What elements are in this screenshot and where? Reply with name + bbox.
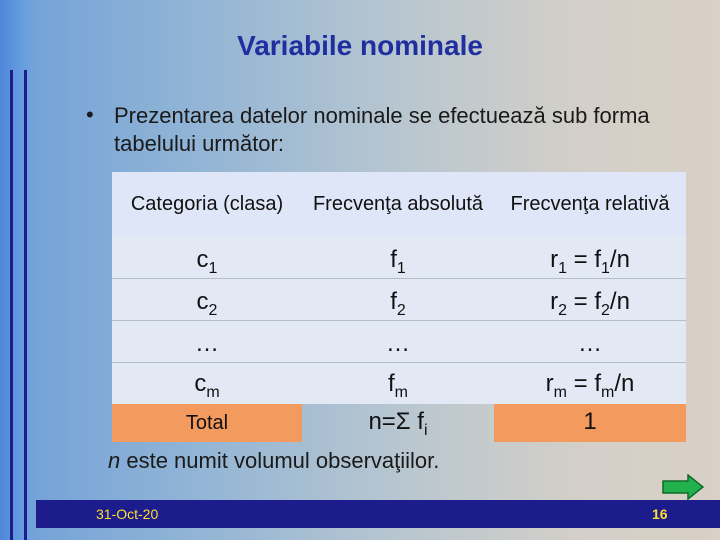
total-relative: 1 xyxy=(583,408,597,435)
right-arrow-icon[interactable] xyxy=(662,474,704,500)
total-row xyxy=(112,404,686,442)
volume-note: n este numit volumul observaţiilor. xyxy=(108,448,440,473)
left-decor-bar xyxy=(0,0,36,540)
total-absolute: n=Σ $f_i$ xyxy=(368,408,428,439)
bullet-marker: • xyxy=(86,102,94,127)
table-cell-relative: $r_2 = f_2/n$ xyxy=(550,288,630,319)
table-cell-relative: $r_1 = f_1/n$ xyxy=(550,246,630,277)
header-category: Categoria (clasa) xyxy=(112,172,302,236)
row-divider xyxy=(112,320,686,321)
table-cell-category: $c_m$ xyxy=(194,370,220,401)
table-cell-relative: $r_m = f_m/n$ xyxy=(545,370,635,401)
header-absolute-frequency: Frecvenţa absolută xyxy=(302,172,494,236)
bullet-text: Prezentarea datelor nominale se efectuează sub forma tabelului următor: xyxy=(114,103,650,156)
table-cell-category: … xyxy=(195,330,219,357)
table-cell-absolute: $f_m$ xyxy=(388,370,408,401)
left-decor-line xyxy=(10,70,13,540)
table-cell-relative: … xyxy=(578,330,602,357)
row-divider xyxy=(112,362,686,363)
table-cell-absolute: $f_1$ xyxy=(390,246,406,277)
table-cell-absolute: $f_2$ xyxy=(390,288,406,319)
page-number: 16 xyxy=(652,506,668,522)
table-cell-category: $c_2$ xyxy=(196,288,218,319)
slide-title: Variabile nominale xyxy=(237,30,483,61)
table-cell-category: $c_1$ xyxy=(196,246,218,277)
total-label: Total xyxy=(112,404,302,442)
table-body xyxy=(112,236,686,404)
left-decor-line xyxy=(24,70,27,540)
frequency-table xyxy=(112,172,686,442)
table-cell-absolute: … xyxy=(386,330,410,357)
footer-date: 31-Oct-20 xyxy=(96,506,159,522)
row-divider xyxy=(112,278,686,279)
header-relative-frequency: Frecvenţa relativă xyxy=(494,172,686,236)
